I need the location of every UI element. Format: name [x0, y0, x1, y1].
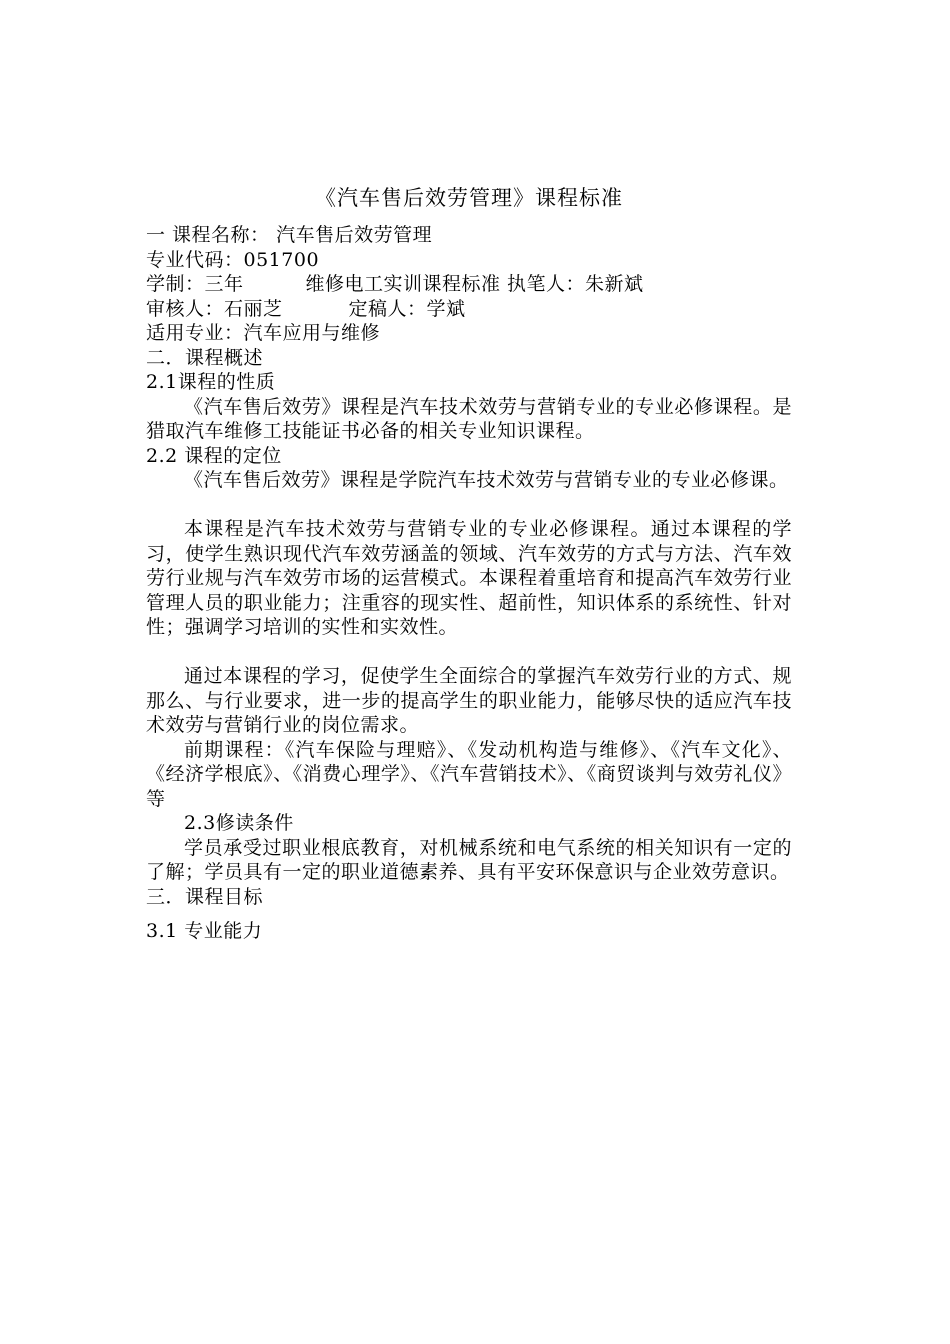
section-2-2-paragraph-1: 《汽车售后效劳》课程是学院汽车技术效劳与营销专业的专业必修课。	[184, 469, 789, 491]
section-2-1-paragraph: 《汽车售后效劳》课程是汽车技术效劳与营销专业的专业必修课程。是猎取汽车维修工技能证书必备的相关专业知识课程。	[146, 395, 792, 442]
section-2-1-heading: 2.1课程的性质	[146, 371, 276, 393]
document-title: 《汽车售后效劳管理》课程标准	[315, 186, 623, 210]
finalizer-text: 定稿人：学斌	[348, 297, 466, 320]
blank-line	[146, 493, 792, 518]
duration-author-line	[146, 272, 792, 297]
reviewer-line	[146, 297, 792, 322]
section-2-2-paragraph-3: 通过本课程的学习，促使学生全面综合的掌握汽车效劳行业的方式、规那么、与行业要求，进一步的提高学生的职业能力，能够尽快的适应汽车技术效劳与营销行业的岗位需求。	[146, 665, 792, 736]
reviewer-text: 审核人：石丽芝	[146, 297, 283, 320]
section-2-3-paragraph: 学员承受过职业根底教育，对机械系统和电气系统的相关知识有一定的了解；学员具有一定的职业道德素养、具有平安环保意识与企业效劳意识。	[146, 836, 792, 883]
blank-line	[146, 640, 792, 665]
section-2-heading: 二．课程概述	[146, 346, 264, 369]
applicable-major-line: 适用专业：汽车应用与维修	[146, 322, 381, 344]
duration-text: 学制：三年	[146, 273, 244, 295]
section-2-2-paragraph-4: 前期课程：《汽车保险与理赔》、《发动机构造与维修》、《汽车文化》、《经济学根底》、《消费心理学》、《汽车营销技术》、《商贸谈判与效劳礼仪》等	[146, 738, 792, 810]
document-body	[146, 185, 792, 944]
section-2-2-heading: 2.2 课程的定位	[146, 444, 282, 467]
section-2-2-paragraph-2: 本课程是汽车技术效劳与营销专业的专业必修课程。通过本课程的学习，使学生熟识现代汽车效劳涵盖的领域、汽车效劳的方式与方法、汽车效劳行业规与汽车效劳市场的运营模式。本课程着重培育和提高汽车效劳行业管理人员的职业能力；注重容的现实性、超前性，知识体系的系统性、针对性；强调学习培训的实性和实效性。	[146, 518, 792, 638]
course-name-line: 一 课程名称： 汽车售后效劳管理	[146, 224, 433, 246]
section-3-1-heading: 3.1 专业能力	[146, 920, 263, 942]
section-3-heading: 三．课程目标	[146, 885, 264, 908]
standard-author-text: 维修电工实训课程标准 执笔人：朱新斌	[305, 273, 644, 295]
spacer	[146, 909, 792, 919]
major-code-line: 专业代码：051700	[146, 248, 320, 271]
section-2-3-heading: 2.3修读条件	[184, 812, 294, 834]
